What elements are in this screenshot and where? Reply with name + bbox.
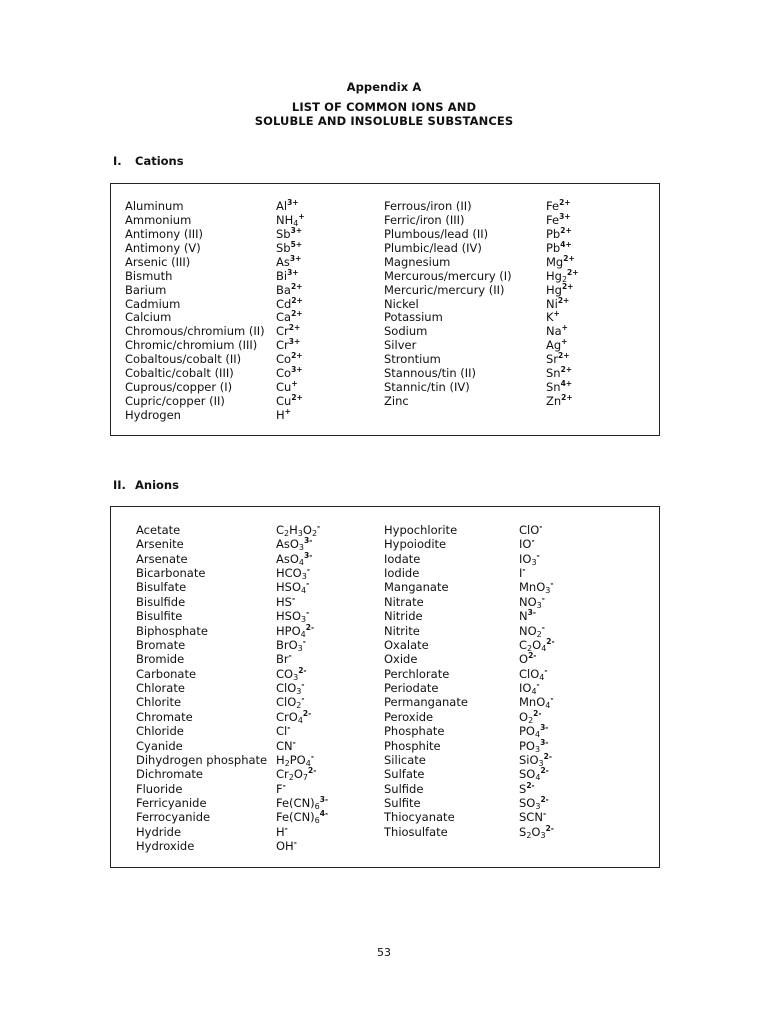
ion-name-ferrous-iron-ii: Ferrous/iron (II): [384, 199, 472, 213]
ion-name-hydride: Hydride: [136, 824, 182, 839]
ion-name-cobaltous-cobalt-ii: Cobaltous/cobalt (II): [125, 352, 242, 367]
ion-name-plumbous-lead-ii: Plumbous/lead (II): [384, 226, 489, 241]
ion-name-dihydrogen-phosphate: Dihydrogen phosphate: [136, 752, 268, 767]
ion-name-chlorate: Chlorate: [136, 681, 185, 696]
ion-formula-arsenic-iii: $As^{3+}$: [276, 253, 302, 269]
ion-name-nitrate: Nitrate: [384, 594, 424, 609]
ion-formula-bromate: BrO$_3$-: [276, 636, 306, 653]
ion-name-arsenic-iii: Arsenic (III): [125, 254, 191, 269]
cations-section-heading: [113, 154, 184, 168]
ion-name-bromate: Bromate: [136, 637, 186, 652]
ion-name-permanganate: Permanganate: [384, 695, 468, 710]
ion-formula-dichromate: $Cr_2O_7^{2-}$: [276, 766, 317, 783]
ion-formula-nickel: $Ni^{2+}$: [546, 295, 570, 311]
ion-name-sodium: Sodium: [384, 324, 428, 339]
ion-formula-stannic-tin-iv: $Sn^{4+}$: [546, 379, 573, 395]
ion-formula-cobaltous-cobalt-ii: $Co^{2+}$: [276, 351, 303, 367]
ion-formula-cobaltic-cobalt-iii: $Co^{3+}$: [276, 365, 303, 381]
ion-formula-peroxide: $O_2^{2-}$: [519, 708, 542, 725]
ion-formula-ammonium: $NH_4^+$: [276, 211, 305, 228]
ion-formula-biphosphate: $HPO_4^{2-}$: [276, 622, 315, 639]
ion-name-antimony-iii: Antimony (III): [125, 226, 203, 241]
ion-name-ferric-iron-iii: Ferric/iron (III): [384, 212, 465, 227]
ion-name-sulfide: Sulfide: [384, 781, 424, 796]
ion-name-hypochlorite: Hypochlorite: [384, 523, 458, 537]
ion-name-sulfate: Sulfate: [384, 767, 425, 782]
ion-name-plumbic-lead-iv: Plumbic/lead (IV): [384, 240, 482, 255]
ion-formula-aluminum: $Al^{3+}$: [276, 198, 299, 213]
ion-name-carbonate: Carbonate: [136, 666, 197, 681]
ion-formula-cupric-copper-ii: $Cu^{2+}$: [276, 393, 303, 409]
ion-name-potassium: Potassium: [384, 310, 443, 325]
ion-name-silver: Silver: [384, 338, 417, 353]
cations-table: [110, 183, 660, 436]
ion-formula-thiocyanate: SCN-: [519, 809, 547, 825]
ion-name-fluoride: Fluoride: [136, 781, 183, 796]
ion-name-cupric-copper-ii: Cupric/copper (II): [125, 394, 225, 409]
ion-formula-sulfate: $SO_4^{2-}$: [519, 766, 549, 783]
ion-formula-potassium: K+: [546, 309, 560, 325]
ion-name-mercuric-mercury-ii: Mercuric/mercury (II): [384, 282, 505, 297]
ion-name-silicate: Silicate: [384, 752, 426, 767]
ion-formula-nitrate: $NO_3^-$: [519, 593, 545, 610]
ion-formula-magnesium: $Mg^{2+}$: [546, 253, 575, 269]
page-number: 53: [377, 946, 391, 959]
ion-formula-periodate: $IO_4^-$: [519, 680, 540, 697]
ion-formula-zinc: $Zn^{2+}$: [546, 393, 573, 409]
ion-formula-thiosulfate: $S_2O_3^{2-}$: [519, 823, 554, 840]
ion-name-thiocyanate: Thiocyanate: [384, 810, 455, 825]
ion-name-peroxide: Peroxide: [384, 709, 434, 724]
ion-name-barium: Barium: [125, 282, 167, 297]
ion-name-iodide: Iodide: [384, 566, 420, 581]
cations-heading-text: Cations: [135, 154, 184, 168]
ion-name-chloride: Chloride: [136, 724, 184, 739]
ion-name-dichromate: Dichromate: [136, 767, 204, 782]
ion-formula-oxalate: $C_2O_4^{2-}$: [519, 636, 555, 653]
ion-formula-manganate: MnO$_3$-: [519, 579, 554, 596]
ion-name-iodate: Iodate: [384, 551, 421, 566]
ion-formula-cadmium: $Cd^{2+}$: [276, 295, 303, 311]
ion-formula-carbonate: $CO_3^{2-}$: [276, 665, 307, 682]
ion-name-zinc: Zinc: [384, 394, 409, 409]
ion-name-chromic-chromium-iii: Chromic/chromium (III): [125, 338, 258, 353]
ion-formula-plumbous-lead-ii: $Pb^{2+}$: [546, 225, 572, 241]
anions-table: [110, 506, 660, 868]
ion-formula-bisulfide: HS-: [276, 593, 296, 609]
ion-formula-calcium: $Ca^{2+}$: [276, 309, 303, 325]
ion-formula-ferric-iron-iii: $Fe^{3+}$: [546, 211, 571, 227]
ion-formula-mercuric-mercury-ii: $Hg^{2+}$: [546, 281, 574, 297]
ion-formula-acetate: $C_2H_3O_2^-$: [276, 522, 321, 538]
ion-name-antimony-v: Antimony (V): [125, 240, 201, 255]
ion-name-cadmium: Cadmium: [125, 296, 181, 311]
ion-formula-permanganate: MnO$_4$-: [519, 694, 554, 711]
ion-formula-chloride: Cl-: [276, 723, 291, 739]
ion-formula-nitride: $N^{3-}$: [519, 608, 536, 624]
ion-formula-antimony-v: $Sb^{5+}$: [276, 239, 303, 255]
ion-formula-iodide: I-: [519, 565, 526, 581]
ion-name-bicarbonate: Bicarbonate: [136, 566, 206, 581]
ion-name-chromous-chromium-ii: Chromous/chromium (II): [125, 324, 265, 339]
ion-formula-strontium: $Sr^{2+}$: [546, 351, 570, 367]
ion-formula-hydroxide: OH-: [276, 838, 297, 854]
ion-name-acetate: Acetate: [136, 523, 181, 537]
ion-name-aluminum: Aluminum: [125, 199, 184, 213]
ion-formula-bromide: Br-: [276, 651, 292, 667]
ion-name-bromide: Bromide: [136, 652, 185, 667]
ion-name-chromate: Chromate: [136, 709, 193, 724]
ion-name-nitrite: Nitrite: [384, 623, 420, 638]
ion-formula-bismuth: $Bi^{3+}$: [276, 267, 299, 283]
ion-formula-fluoride: F-: [276, 780, 286, 796]
ion-name-manganate: Manganate: [384, 580, 449, 595]
ion-name-oxalate: Oxalate: [384, 637, 429, 652]
ion-formula-chlorite: ClO$_2$-: [276, 694, 305, 711]
ion-name-cobaltic-cobalt-iii: Cobaltic/cobalt (III): [125, 366, 234, 381]
title-line-1: LIST OF COMMON IONS AND: [291, 100, 477, 114]
ion-formula-arsenite: AsO$_3^{3-}$: [276, 536, 313, 553]
ion-name-oxide: Oxide: [384, 652, 418, 667]
ion-name-magnesium: Magnesium: [384, 254, 451, 269]
ion-formula-ferrous-iron-ii: $Fe^{2+}$: [546, 198, 571, 213]
ion-formula-bisulfate: $HSO_4^-$: [276, 579, 310, 596]
title-line-2: SOLUBLE AND INSOLUBLE SUBSTANCES: [254, 114, 514, 128]
ion-formula-hydrogen: H+: [276, 406, 291, 422]
ion-formula-silicate: SiO$_3^{2-}$: [519, 751, 552, 768]
ion-formula-mercurous-mercury-i: $Hg_2^{2+}$: [546, 267, 579, 284]
ion-name-hydroxide: Hydroxide: [136, 839, 195, 854]
ion-name-bisulfide: Bisulfide: [136, 594, 186, 609]
ion-name-calcium: Calcium: [125, 310, 172, 325]
ion-formula-hypochlorite: ClO-: [519, 522, 543, 537]
anions-section-heading: [113, 478, 179, 492]
ion-formula-silver: Ag+: [546, 337, 568, 353]
ion-name-sulfite: Sulfite: [384, 796, 421, 811]
ion-formula-arsenate: AsO$_4^{3-}$: [276, 550, 313, 567]
appendix-label: Appendix A: [346, 80, 422, 94]
ion-formula-dihydrogen-phosphate: $H_2PO_4^-$: [276, 751, 314, 768]
ion-formula-cuprous-copper-i: Cu+: [276, 379, 298, 395]
ion-name-bisulfite: Bisulfite: [136, 609, 183, 624]
ion-formula-nitrite: $NO_2^-$: [519, 622, 545, 639]
ion-formula-chlorate: ClO$_3$-: [276, 680, 305, 697]
ion-name-hydrogen: Hydrogen: [125, 407, 181, 422]
ion-formula-hypoiodite: IO-: [519, 536, 535, 552]
ion-name-phosphite: Phosphite: [384, 738, 441, 753]
ion-name-periodate: Periodate: [384, 681, 439, 696]
ion-name-arsenite: Arsenite: [136, 537, 184, 552]
cations-numeral: I.: [113, 154, 122, 168]
ion-formula-bisulfite: $HSO_3^-$: [276, 608, 310, 625]
ion-formula-ferricyanide: $Fe(CN)_6^{3-}$: [276, 795, 329, 812]
ion-formula-chromic-chromium-iii: $Cr^{3+}$: [276, 337, 301, 353]
ion-formula-cyanide: CN-: [276, 737, 296, 753]
ion-formula-sodium: Na+: [546, 323, 568, 339]
anions-heading-text: Anions: [135, 478, 179, 492]
ion-formula-sulfite: $SO_3^{2-}$: [519, 795, 549, 812]
ion-formula-stannous-tin-ii: $Sn^{2+}$: [546, 365, 573, 381]
ion-formula-chromous-chromium-ii: $Cr^{2+}$: [276, 323, 301, 339]
ion-name-arsenate: Arsenate: [136, 551, 188, 566]
ion-name-cyanide: Cyanide: [136, 738, 183, 753]
anions-numeral: II.: [113, 478, 126, 492]
ion-formula-ferrocyanide: $Fe(CN)_6^{4-}$: [276, 809, 329, 826]
ion-formula-sulfide: $S^{2-}$: [519, 780, 535, 796]
ion-formula-plumbic-lead-iv: $Pb^{4+}$: [546, 239, 572, 255]
ion-name-strontium: Strontium: [384, 352, 441, 367]
ion-formula-perchlorate: ClO$_4$-: [519, 665, 548, 682]
ion-formula-phosphate: $PO_4^{3-}$: [519, 723, 549, 740]
ion-name-stannous-tin-ii: Stannous/tin (II): [384, 366, 477, 381]
ion-name-ferrocyanide: Ferrocyanide: [136, 810, 211, 825]
ion-formula-oxide: $O^{2-}$: [519, 651, 537, 667]
ion-name-nickel: Nickel: [384, 296, 419, 311]
ion-name-ammonium: Ammonium: [125, 212, 192, 227]
ion-name-bisulfate: Bisulfate: [136, 580, 187, 595]
ion-name-bismuth: Bismuth: [125, 268, 173, 283]
ion-name-nitride: Nitride: [384, 609, 423, 624]
ion-formula-chromate: CrO$_4^{2-}$: [276, 708, 312, 725]
ion-formula-barium: $Ba^{2+}$: [276, 281, 303, 297]
ion-formula-bicarbonate: $HCO_3^-$: [276, 565, 310, 582]
ion-name-hypoiodite: Hypoiodite: [384, 537, 447, 552]
ion-name-perchlorate: Perchlorate: [384, 666, 450, 681]
ion-name-cuprous-copper-i: Cuprous/copper (I): [125, 380, 233, 395]
ion-name-stannic-tin-iv: Stannic/tin (IV): [384, 380, 470, 395]
ion-name-biphosphate: Biphosphate: [136, 623, 208, 638]
ion-name-ferricyanide: Ferricyanide: [136, 796, 207, 811]
ion-formula-iodate: $IO_3^-$: [519, 550, 540, 567]
ion-name-phosphate: Phosphate: [384, 724, 445, 739]
ion-name-thiosulfate: Thiosulfate: [384, 824, 448, 839]
ion-formula-antimony-iii: $Sb^{3+}$: [276, 225, 303, 241]
ion-formula-phosphite: $PO_3^{3-}$: [519, 737, 549, 754]
ion-formula-hydride: H-: [276, 823, 288, 839]
ion-name-mercurous-mercury-i: Mercurous/mercury (I): [384, 268, 512, 283]
ion-name-chlorite: Chlorite: [136, 695, 182, 710]
